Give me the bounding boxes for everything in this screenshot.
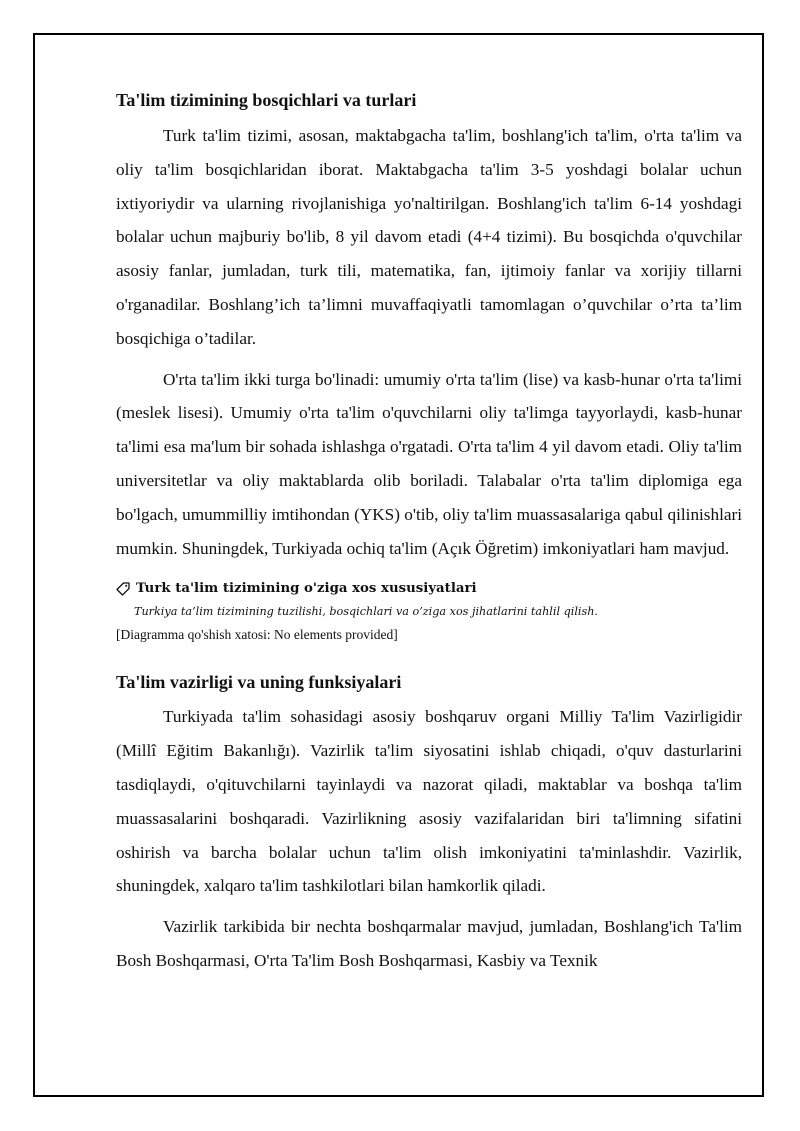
diagram-subtitle: Turkiya ta’lim tizimining tuzilishi, bosqichlari va o’ziga xos jihatlarini tahlil qilish. [134, 605, 598, 619]
paragraph: Vazirlik tarkibida bir nechta boshqarmalar mavjud, jumladan, Boshlang'ich Ta'lim Bosh Boshqarmasi, O'rta Ta'lim Bosh Boshqarmasi, Kasbiy va Texnik [116, 917, 742, 970]
diagram-error-message: [Diagramma qo'shish xatosi: No elements provided] [116, 627, 398, 643]
document-body [116, 88, 742, 985]
tag-icon [116, 582, 130, 596]
diagram-title-text: Turk ta'lim tizimining o'ziga xos xususiyatlari [136, 581, 477, 597]
paragraph: Turk ta'lim tizimi, asosan, maktabgacha ta'lim, boshlang'ich ta'lim, o'rta ta'lim va oliy ta'lim bosqichlaridan iborat. Maktabgacha ta'lim 3-5 yoshdagi bolalar uchun ixtiyoriydir va ularning rivojlanishiga yo'naltirilgan. Boshlang'ich ta'lim 6-14 yoshdagi bolalar uchun majburiy bo'lib, 8 yil davom etadi (4+4 tizimi). Bu bosqichda o'quvchilar asosiy fanlar, jumladan, turk tili, matematika, fan, ijtimoiy fanlar va xorijiy tillarni o'rganadilar. Boshlang’ich ta’limni muvaffaqiyatli tamomlagan o’quvchilar o’rta ta’lim bosqichiga o’tadilar. [116, 126, 742, 348]
section-heading: Ta'lim tizimining bosqichlari va turlari [116, 90, 417, 110]
diagram-title [116, 579, 742, 599]
section-heading: Ta'lim vazirligi va uning funksiyalari [116, 672, 402, 693]
paragraph: O'rta ta'lim ikki turga bo'linadi: umumiy o'rta ta'lim (lise) va kasb-hunar o'rta ta'limi (meslek lisesi). Umumiy o'rta ta'lim o'quvchilarni oliy ta'limga tayyorlaydi, kasb-hunar ta'limi esa ma'lum bir sohada ishlashga o'rgatadi. O'rta ta'lim 4 yil davom etadi. Oliy ta'lim universitetlar va oliy maktablarda olib boriladi. Talabalar o'rta ta'lim diplomiga ega bo'lgach, umummilliy imtihondan (YKS) o'tib, oliy ta'lim muassasalariga qabul qilinishlari mumkin. Shuningdek, Turkiyada ochiq ta'lim (Açık Öğretim) imkoniyatlari ham mavjud. [116, 369, 742, 558]
paragraph: Turkiyada ta'lim sohasidagi asosiy boshqaruv organi Milliy Ta'lim Vazirligidir (Millî Eğitim Bakanlığı). Vazirlik ta'lim siyosatini ishlab chiqadi, o'quv dasturlarini tasdiqlaydi, o'qituvchilarni tayinlaydi va nazorat qiladi, maktablar va boshqa ta'lim muassasalarini boshqaradi. Vazirlikning asosiy vazifalaridan biri ta'limning sifatini oshirish va barcha bolalar uchun ta'lim olish imkoniyatini ta'minlashdir. Vazirlik, shuningdek, xalqaro ta'lim tashkilotlari bilan hamkorlik qiladi. [116, 707, 742, 896]
